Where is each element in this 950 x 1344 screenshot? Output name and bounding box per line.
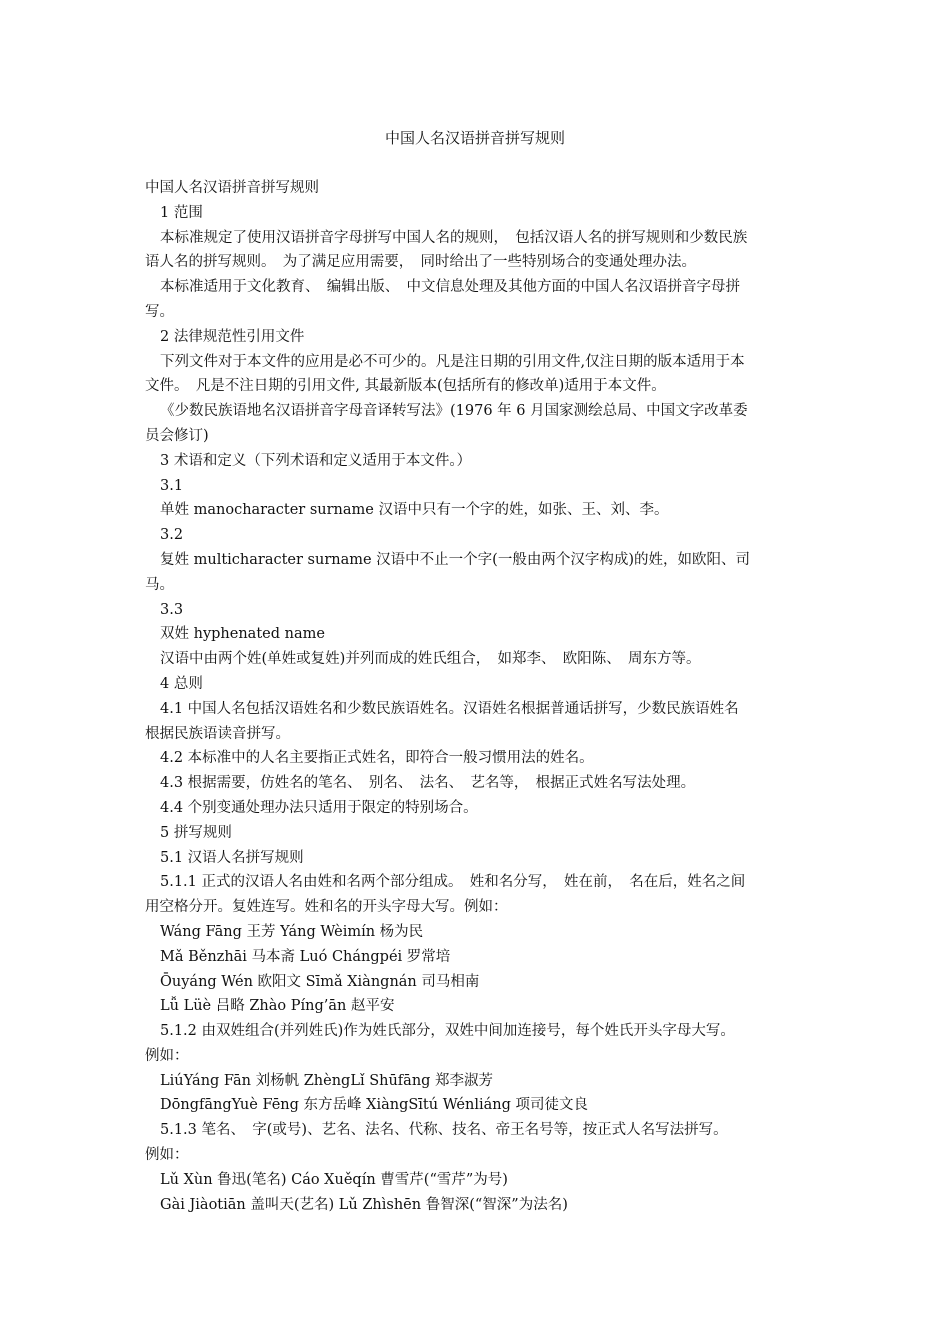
body-heading: 中国人名汉语拼音拼写规则 <box>145 180 319 196</box>
paragraph-line: 用空格分开。复姓连写。姓和名的开头字母大写。例如： <box>145 899 508 916</box>
paragraph-line: 5.1.2 由双姓组合(并列姓氏)作为姓氏部分，双姓中间加连接号，每个姓氏开头字母大写。 <box>160 1023 735 1040</box>
document-title: 中国人名汉语拼音拼写规则 <box>384 129 565 147</box>
paragraph-line: 下列文件对于本文件的应用是必不可少的。凡是注日期的引用文件,仅注日期的版本适用于本 <box>160 353 745 370</box>
paragraph-line: 语人名的拼写规则。 为了满足应用需要， 同时给出了一些特别场合的变通处理办法。 <box>145 254 696 271</box>
section-heading: 2 法律规范性引用文件 <box>160 328 305 345</box>
paragraph-line: 文件。 凡是不注日期的引用文件, 其最新版本(包括所有的修改单)适用于本文件。 <box>145 378 666 395</box>
section-heading: 1 范围 <box>160 204 203 221</box>
example-line: Lǔ Xùn 鲁迅(笔名) Cáo Xuěqín 曹雪芹(“雪芹”为号) <box>160 1171 508 1188</box>
paragraph-line: 《少数民族语地名汉语拼音字母音译转写法》(1976 年 6 月国家测绘总局、中国文字改革委 <box>160 403 748 420</box>
paragraph-line: 双姓 hyphenated name <box>160 626 325 643</box>
section-heading: 5 拼写规则 <box>160 824 232 841</box>
paragraph-line: 复姓 multicharacter surname 汉语中不止一个字(一般由两个汉字构成)的姓，如欧阳、司 <box>160 551 750 568</box>
example-line: DōngfāngYuè Fēng 东方岳峰 XiàngSītú Wénliáng 项司徒文良 <box>160 1097 588 1114</box>
paragraph-line: 根据民族语读音拼写。 <box>145 725 290 742</box>
paragraph-line: 本标准规定了使用汉语拼音字母拼写中国人名的规则， 包括汉语人名的拼写规则和少数民族 <box>160 229 748 246</box>
subsection-number: 3.1 <box>160 477 184 494</box>
example-line: Mǎ Běnzhāi 马本斋 Luó Chángpéi 罗常培 <box>160 948 451 965</box>
example-line: Gài Jiàotiān 盖叫天(艺名) Lǔ Zhìshēn 鲁智深(“智深”为法名) <box>160 1196 568 1213</box>
example-line: Wáng Fāng 王芳 Yáng Wèimín 杨为民 <box>160 923 424 940</box>
paragraph-line: 单姓 manocharacter surname 汉语中只有一个字的姓，如张、王、刘、李。 <box>160 502 669 519</box>
paragraph-line: 4.2 本标准中的人名主要指正式姓名，即符合一般习惯用法的姓名。 <box>160 750 594 767</box>
example-line: Lǚ Lüè 吕略 Zhào Píng’ān 赵平安 <box>160 998 395 1015</box>
paragraph-line: 4.3 根据需要，仿姓名的笔名、 别名、 法名、 艺名等， 根据正式姓名写法处理。 <box>160 775 696 792</box>
document-body <box>145 176 815 1217</box>
paragraph-line: 5.1.3 笔名、 字(或号)、艺名、法名、代称、技名、帝王名号等，按正式人名写法拼写。 <box>160 1122 728 1139</box>
subsection-heading: 5.1 汉语人名拼写规则 <box>160 849 304 866</box>
paragraph-line: 例如： <box>145 1047 189 1064</box>
paragraph-line: 4.4 个别变通处理办法只适用于限定的特别场合。 <box>160 799 478 816</box>
section-heading: 3 术语和定义（下列术语和定义适用于本文件。） <box>160 452 472 469</box>
paragraph-line: 5.1.1 正式的汉语人名由姓和名两个部分组成。 姓和名分写， 姓在前， 名在后，姓名之间 <box>160 874 746 891</box>
paragraph-line: 例如： <box>145 1147 189 1164</box>
section-heading: 4 总则 <box>160 675 203 692</box>
paragraph-line: 马。 <box>145 576 174 593</box>
paragraph-line: 汉语中由两个姓(单姓或复姓)并列而成的姓氏组合， 如郑李、 欧阳陈、 周东方等。 <box>160 651 701 668</box>
paragraph-line: 员会修订) <box>145 427 209 444</box>
subsection-number: 3.3 <box>160 601 184 618</box>
subsection-number: 3.2 <box>160 527 184 544</box>
paragraph-line: 4.1 中国人名包括汉语姓名和少数民族语姓名。汉语姓名根据普通话拼写，少数民族语姓名 <box>160 700 739 717</box>
paragraph-line: 本标准适用于文化教育、 编辑出版、 中文信息处理及其他方面的中国人名汉语拼音字母拼 <box>160 279 740 296</box>
example-line: Ōuyáng Wén 欧阳文 Sīmǎ Xiàngnán 司马相南 <box>160 973 480 990</box>
paragraph-line: 写。 <box>145 303 174 320</box>
example-line: LiúYáng Fān 刘杨帆 ZhèngLǐ Shūfāng 郑李淑芳 <box>160 1072 494 1089</box>
